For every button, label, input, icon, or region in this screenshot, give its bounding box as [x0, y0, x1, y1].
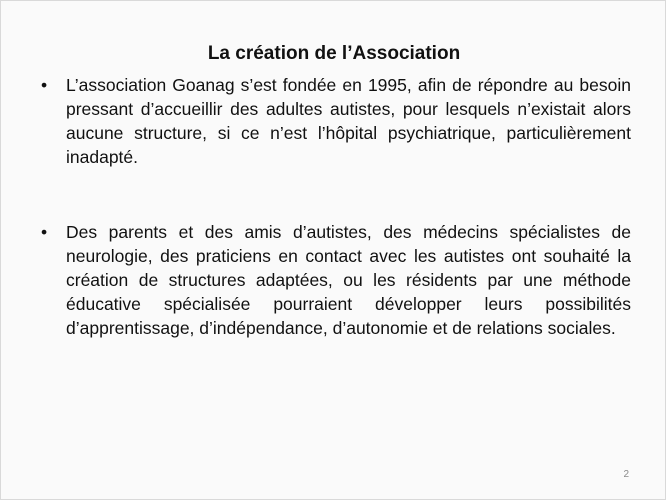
slide-title: La création de l’Association — [207, 43, 461, 64]
bullet-item — [41, 220, 631, 340]
bullet-text: L’association Goanag s’est fondée en 1995, afin de répondre au besoin pressant d’accueillir des adultes autistes, pour lesquels n’existait alors aucune structure, si ce n’est l’hôpital psychiatrique, particulièrement inadapté. — [66, 75, 631, 167]
bullet-text: Des parents et des amis d’autistes, des médecins spécialistes de neurologie, des praticiens en contact avec les autistes ont souhaité la création de structures adaptées, ou les résidents par une méthode éducative spécialisée pourraient développer leurs possibilités d’apprentissage, d’indépendance, d’autonomie et de relations sociales. — [66, 222, 631, 338]
bullet-icon: • — [41, 222, 48, 242]
bullet-list — [41, 73, 631, 340]
bullet-item — [41, 73, 631, 169]
bullet-icon: • — [41, 75, 48, 95]
page-number: 2 — [623, 469, 629, 480]
